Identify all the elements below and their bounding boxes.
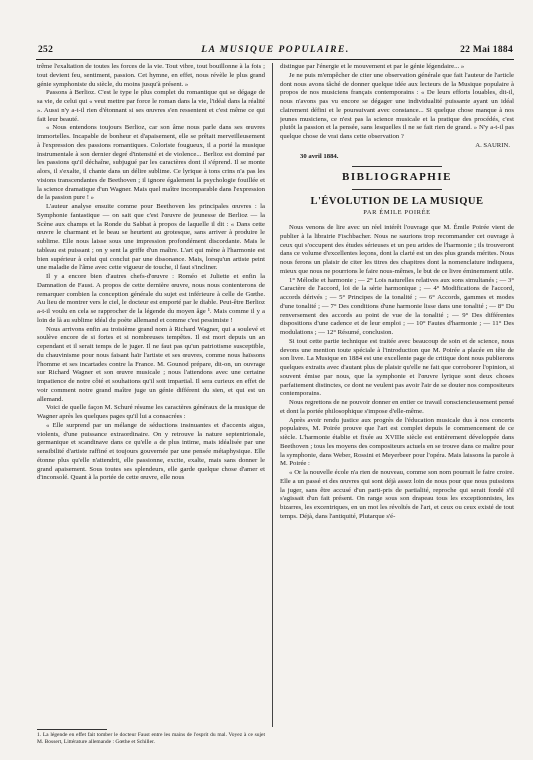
paragraph: trême l'exaltation de toutes les forces de la vie. Tout vibre, tout bouillonne à la fois ; tout devient feu, sentiment, passion. Cet hymne, en effet, nous révèle le plus grand génie symphoniste du siècle, du moins jusqu'à présent. »	[37, 63, 265, 88]
author-signature: A. SAURIN.	[475, 141, 510, 149]
section-rule	[352, 166, 442, 167]
paragraph: « Or la nouvelle école n'a rien de nouveau, comme son nom pourrait le faire croire. Elle a un passé et des œuvres qui sont déjà assez loin de nous pour que nous puissions la juger, sans être accusé d'un parti-pris de partialité, reproche qui serait fondé s'il s'agissait d'un fait présent. On range sous son drapeau tous les exceptionnistes, les bizarres, les excentriques, en un mot les révoltés de l'art, et ceux ou ceux existé de tout temps. Déjà, dans l'antiquité, Plutarque s'é-	[280, 469, 514, 520]
article-title: L'ÉVOLUTION DE LA MUSIQUE	[310, 196, 484, 208]
paragraph: L'auteur analyse ensuite comme pour Beethoven les principales œuvres : la Symphonie fantastique — on sait que c'est l'œuvre de jeunesse de Berlioz — la Scène aux champs et la Ronde du Sabbat à propos de laquelle il dit : « Dans cette œuvre le charmant et le beau se heurtent au grotesque, sans arriver à produire le sublime. Elle nous laisse sous une impression profondément discordante. Mais le tableau est puissant ; on y sent la griffe d'un maître. L'art qui mène à l'harmonie est bien supérieur à celui qui conclut par une dissonance. Mais, lorsqu'un artiste peint une maladie de l'âme avec cette vigueur de touche, il faut s'incliner.	[37, 203, 265, 272]
paragraph: distingue par l'énergie et le mouvement et par le génie légendaire... »	[280, 63, 465, 70]
paragraph: Voici de quelle façon M. Schuré résume les caractères généraux de la musique de Wagner après les quelques pages qu'il lui a consacrées :	[37, 404, 265, 420]
paragraph: Si tout cette partie technique est traitée avec beaucoup de soin et de science, nous devons une mention toute spéciale à l'introduction que M. Poirée a placée en tête de son livre. La Musique en 1884 est une excellente page de critique dont nous publierons quelques extraits avec d'autant plus de plaisir qu'elle ne fait que corroborer l'opinion, si souvent émise par nous, que la symphonie et l'œuvre lyrique sont deux choses parfaitement distinctes, ce dont ne veulent pas avoir l'air de se douter nos compositeurs contemporains.	[280, 337, 514, 398]
paragraph: 1° Mélodie et harmonie ; — 2° Lois naturelles relatives aux sons simultanés ; — 3° Caractère de l'accord, loi de la série harmonique ; — 4° Modifications de l'accord, accords dérivés ; — 5° Principes de la tonalité ; — 6° Accords, gammes et modes d'une tonalité ; — 7° Des conditions d'une harmonie lisse dans une tonalité ; — 8° Du renversement des accords au point de vue de la tonalité ; — 9° Des différentes dispositions d'une cadence et de leur emploi ; — 10° Fautes d'harmonie ; — 11° Des modulations ; — 12° Résumé, conclusion.	[280, 276, 514, 336]
footnote: 1. La légende en effet fait tomber le docteur Faust entre les mains de l'esprit du mal. Voyez à ce sujet M. Bossert, Littérature allemande : Gœthe et Schiller.	[37, 732, 265, 745]
issue-date: 22 Mai 1884	[460, 45, 513, 55]
paragraph: Nous regrettons de ne pouvoir donner en entier ce travail consciencieusement pensé et dont la portée philosophique s'impose d'elle-même.	[280, 399, 514, 415]
right-column	[280, 63, 514, 728]
paragraph: Nous arrivons enfin au troisième grand nom à Richard Wagner, qui a soulevé et soulève encore de si fortes et si nombreuses tempêtes. Il est mort depuis un an cependant et il serait temps de le juger. Il ne faut pas qu'un patriotisme susceptible, du chauvinisme pour nous faisant haïr l'artiste et ses œuvres, comme nous haïssons l'homme et ses incartades contre la France. M. Gounod prépare, dit-on, un ouvrage sur Richard Wagner et son œuvre musicale ; nous l'attendons avec une certaine impatience de notre côté et souhaitons qu'il soit impartial. Il sera curieux en effet de voir comment notre grand maître juge un génie différent du sien, et qui est un allemand.	[37, 325, 265, 403]
paragraph: Je ne puis m'empêcher de citer une observation générale que fait l'auteur de l'article dont nous avons tâché de donner quelque idée aux lecteurs de la Musique populaire à propos de nos musiciens français contemporains : « De leurs efforts louables, dit-il, nous n'avons pas vu encore se dégager une individualité puissante ayant un idéal clairement défini et le poursuivant avec constance... Si quelque chose manque à nos jeunes musiciens, ce n'est pas la science musicale et la pratique des procédés, c'est plutôt la passion et la pensée, sans lesquelles il ne se fait rien de grand. » N'y a-t-il pas quelque chose de vrai dans cette observation ?	[280, 71, 514, 140]
left-column	[37, 63, 265, 728]
column-divider	[272, 63, 273, 727]
signature-date: 30 avril 1884.	[300, 152, 339, 160]
section-rule	[352, 189, 442, 190]
running-header	[38, 45, 513, 59]
paragraph: « Nous entendons toujours Berlioz, car son âme nous parle dans ses œuvres immortelles. Incapable de bonheur et d'apaisement, elle se prêtait merveilleusement à l'expression des passions romantiques. Coloriste fougueux, il a porté la musique instrumentale à son dernier degré d'intensité et de violence... Berlioz est dominé par les passions qu'il déchaîne, subjugué par les caractères dont il s'éprend. Il se monte alors, il s'exalte, il chante dans un délire sublime. Ce lyrique à tons crins n'a pas les visions transcendantes de Beethoven ; il ignore également la psychologie fouillée et la science dramatique d'un Wagner. Mais quel maître incomparable dans l'expression de la passion pure ! »	[37, 124, 265, 202]
journal-title: LA MUSIQUE POPULAIRE.	[201, 45, 350, 55]
page-number: 252	[38, 45, 54, 55]
paragraph: Nous venons de lire avec un réel intérêt l'ouvrage que M. Émile Poirée vient de publier à la librairie Fischbacher. Nous ne saurions trop recommander cet ouvrage à ceux qui s'occupent des études sérieuses et un peu arides de l'harmonie ; ils trouveront dans ce volume d'excellentes leçons, dont la clarté est un des plus grands mérites. Nous nous ferons un plaisir de citer les titres des chapitres dont la nomenclature indiquera, mieux que nous ne pourrions le faire nous-mêmes, le but de ce livre éminemment utile.	[280, 224, 514, 275]
paragraph: Passons à Berlioz. C'est le type le plus complet du romantique qui se dégage de sa vie, de celui qui « veut mettre par force le roman dans la vie, l'idéal dans la réalité ». Aussi n'y a-t-il rien d'étonnant si ses œuvres s'en ressentent et c'est même ce qui fait leur beauté.	[37, 89, 265, 123]
footnote-rule	[37, 729, 107, 730]
paragraph: Après avoir rendu justice aux progrès de l'éducation musicale dus à nos concerts populaires, M. Poirée prouve que l'art est complet depuis le commencement de ce siècle. L'harmonie établie et fixée au XVIIIe siècle est entièrement développée dans Beethoven ; tous les moyens des compositeurs actuels en se trouve dans ce maître pour la symphonie, dans Weber, Rossini et Meyerbeer pour l'opéra. Mais laissons la parole à M. Poirée :	[280, 416, 514, 468]
paragraph: Il y a encore bien d'autres chefs-d'œuvre : Roméo et Juliette et enfin la Damnation de Faust. A propos de cette dernière œuvre, nous nous contenterons de remarquer combien la conception générale du sujet est inférieure à celle de Gœthe. Au lieu de montrer vers le ciel, le docteur est emporté par le diable. Peut-être Berlioz a-t-il voulu en cela se rapprocher de la légende du moyen âge ¹. Mais comme il y a loin de là au sublime idéal du poète allemand et comme c'est pessimiste !	[37, 273, 265, 324]
article-byline: PAR ÉMILE POIRÉE	[363, 209, 431, 217]
paragraph: « Elle surprend par un mélange de séductions insinuantes et d'accents aigus, violents, d'une puissance extraordinaire. On y retrouve la nature septentrionale, germanique et scandinave dans ce qu'elle a de plus intime, mais idéalisée par une sensibilité d'artiste raffiné et toujours gouvernée par une pensée métaphysique. Elle étonne plus qu'elle n'attendrit, elle passionne, excite, exalte, mais sans donner le grand apaisement. Sous toutes ses splendeurs, elle garde quelque chose d'amer et d'inconsolé. Quant à la portée de cette œuvre, elle nous	[37, 421, 265, 482]
header-rule	[36, 59, 514, 60]
section-heading: BIBLIOGRAPHIE	[342, 171, 452, 184]
